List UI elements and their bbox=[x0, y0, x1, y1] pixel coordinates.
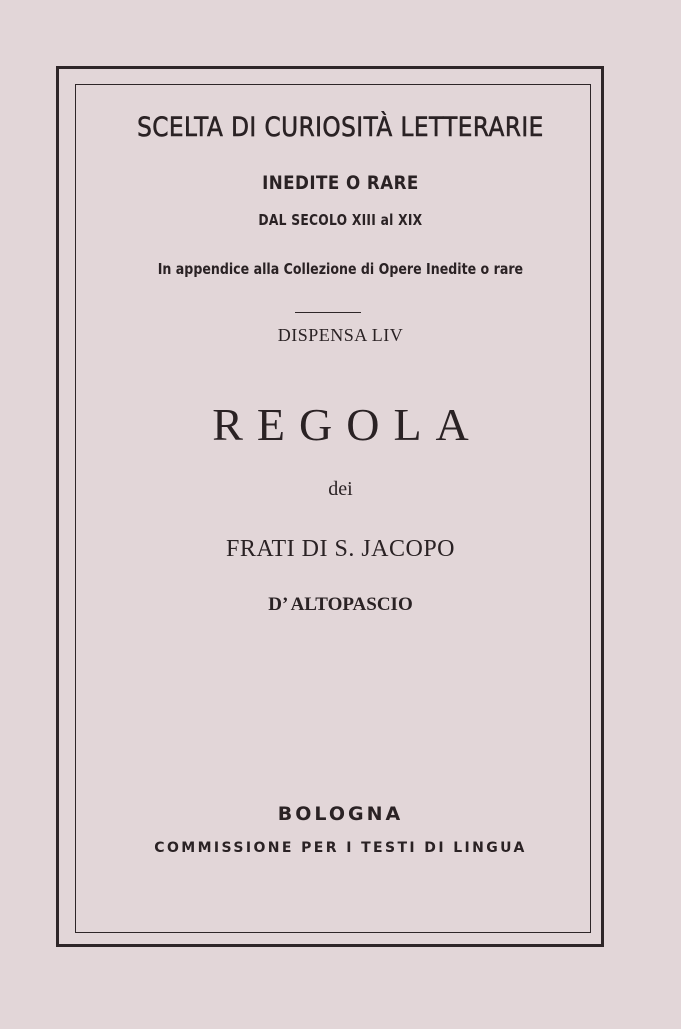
series-subtitle: INEDITE O RARE bbox=[262, 172, 419, 194]
series-period: DAL SECOLO XIII al XIX bbox=[258, 211, 423, 229]
imprint-city: BOLOGNA bbox=[277, 803, 404, 825]
work-title: REGOLA bbox=[212, 399, 483, 450]
work-connector: dei bbox=[328, 478, 353, 500]
work-subject-line-2: D’ ALTOPASCIO bbox=[268, 594, 413, 615]
imprint-publisher: COMMISSIONE PER I TESTI DI LINGUA bbox=[154, 840, 527, 856]
series-title: SCELTA DI CURIOSITÀ LETTERARIE bbox=[137, 112, 544, 143]
divider-rule bbox=[295, 312, 361, 313]
dispensa-number: DISPENSA LIV bbox=[277, 325, 404, 345]
work-subject-line-1: FRATI DI S. JACOPO bbox=[225, 536, 456, 562]
series-note: In appendice alla Collezione di Opere Inedite o rare bbox=[157, 260, 524, 278]
